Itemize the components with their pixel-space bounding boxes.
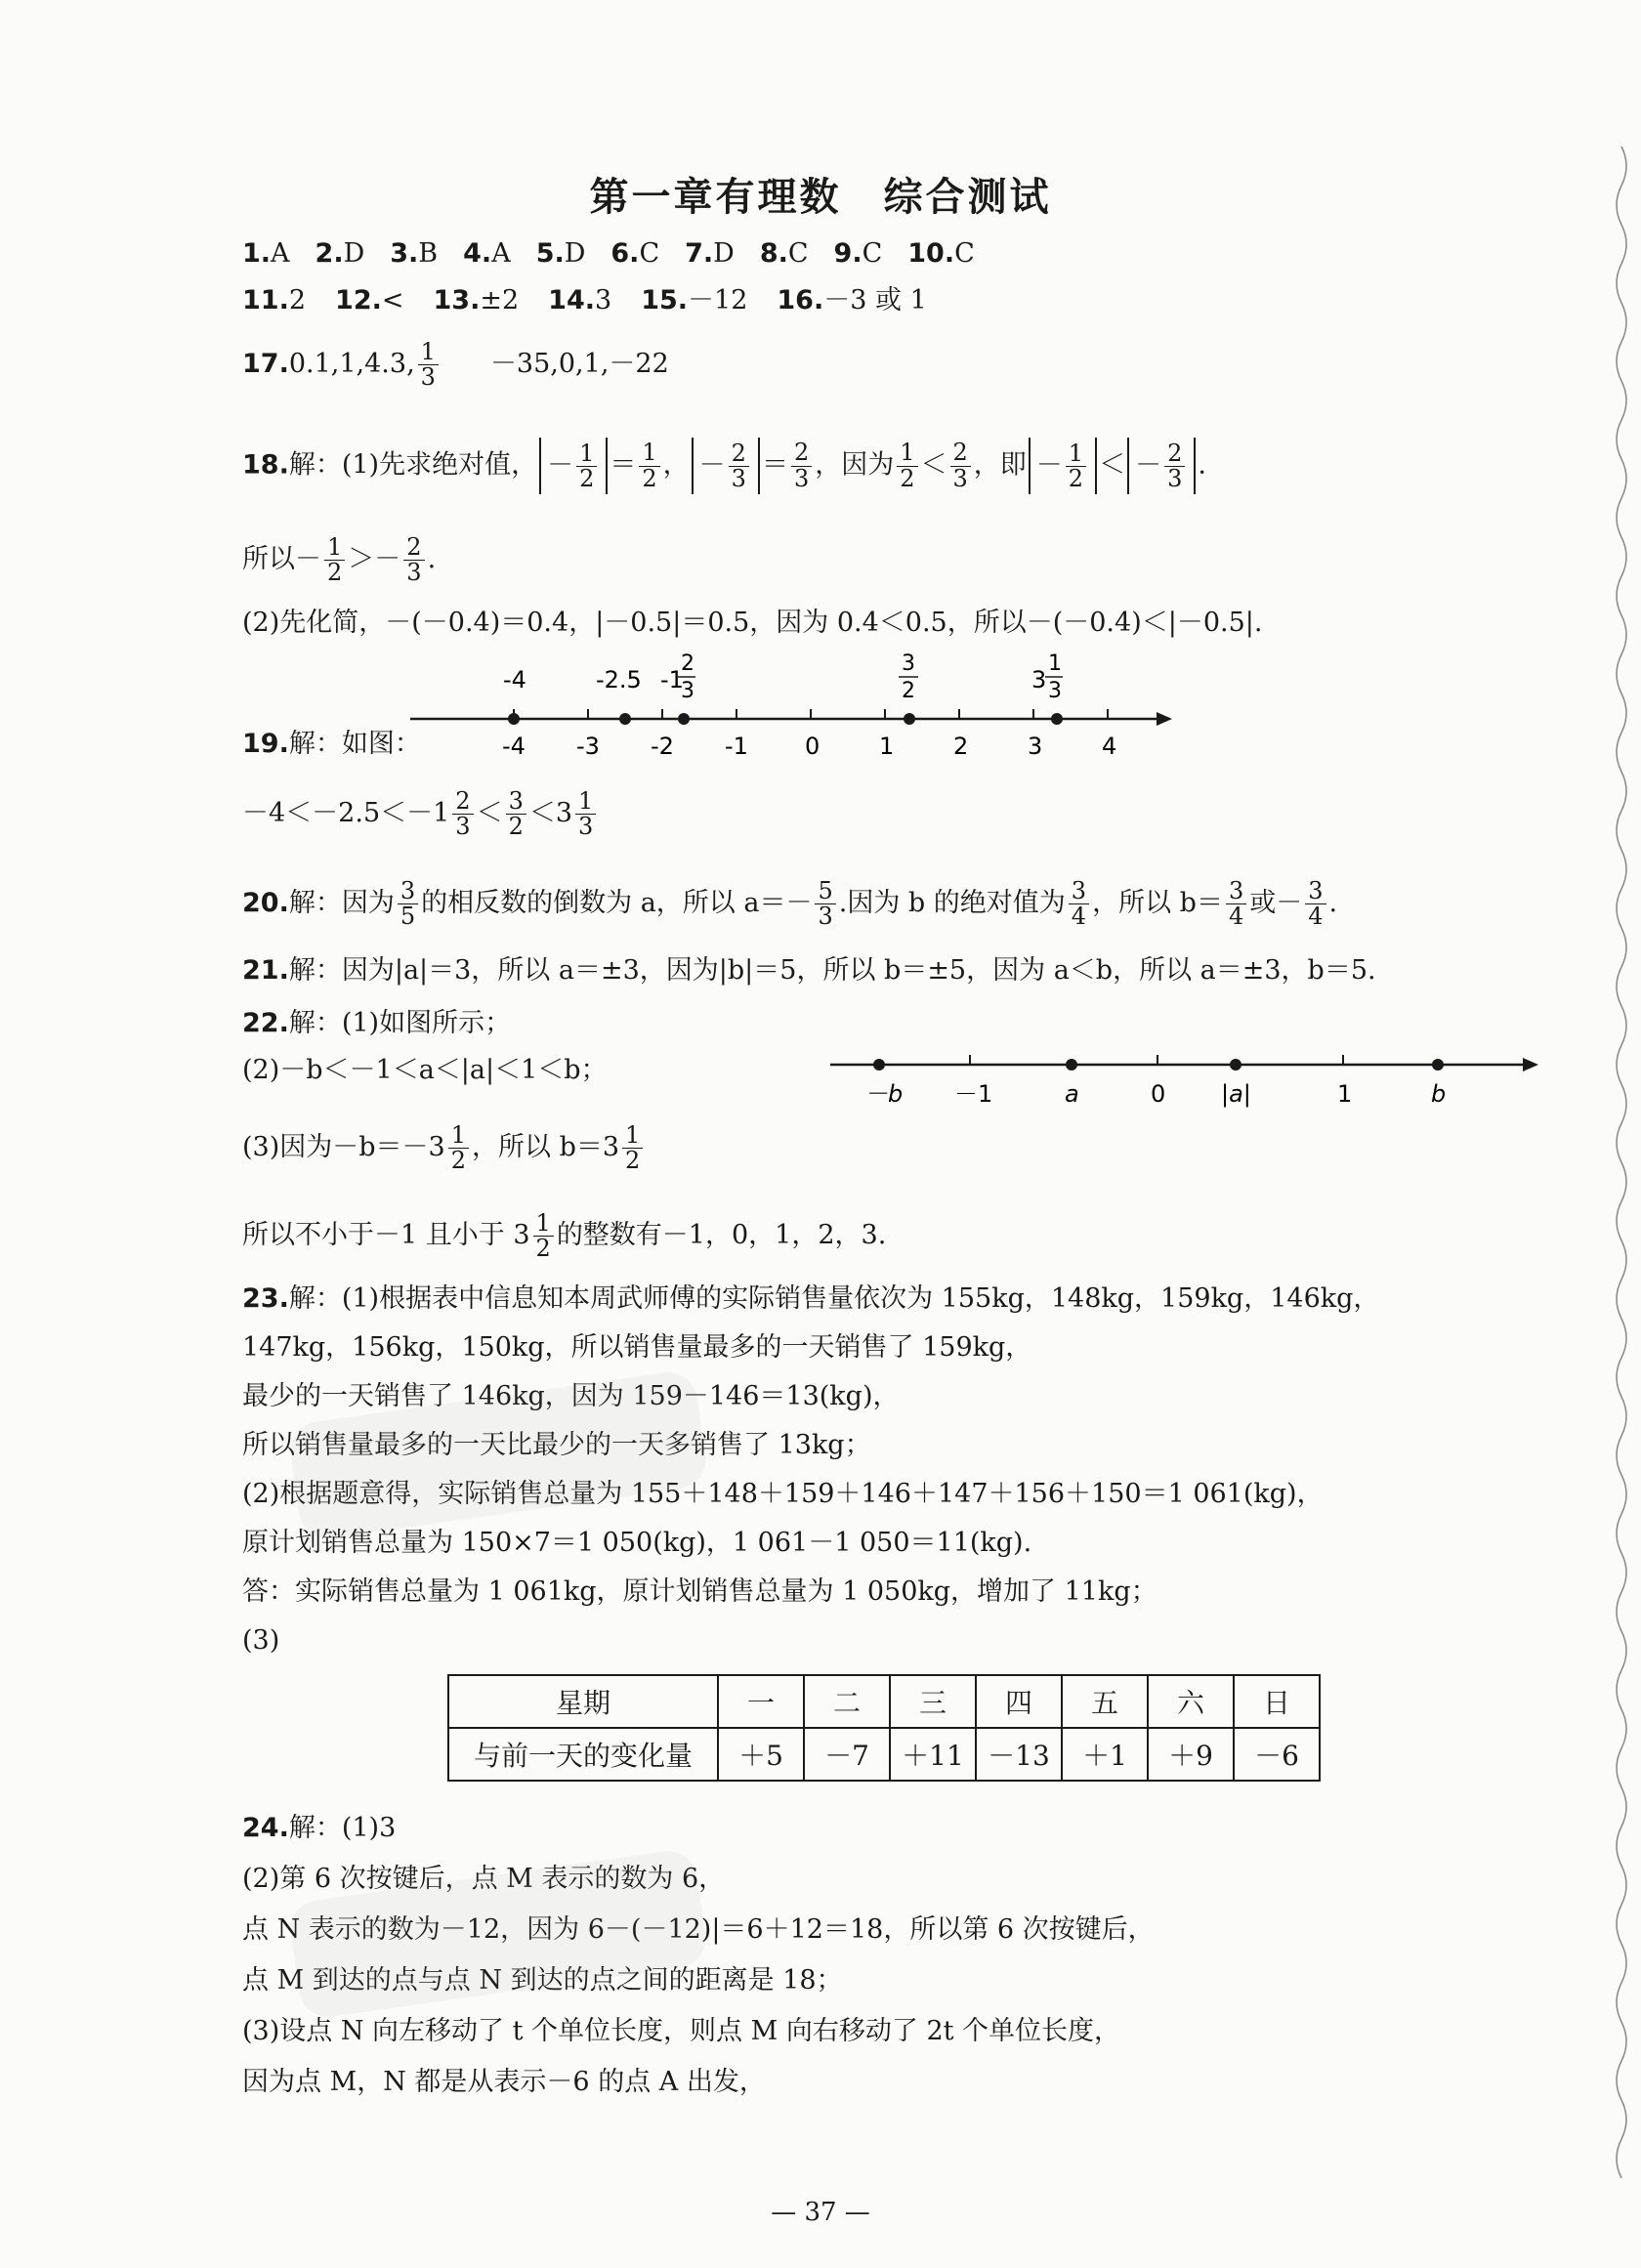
page-title: 第一章有理数 综合测试 xyxy=(589,175,1052,220)
point-neg-2-5 xyxy=(619,713,631,725)
axis-tick-label: 4 xyxy=(1102,733,1117,760)
svg-text:b: b xyxy=(1431,1080,1447,1108)
mc-answer xyxy=(536,238,586,269)
question-number: 16. xyxy=(777,285,824,315)
fill-answer xyxy=(242,285,306,315)
point-3-1-3 xyxy=(1051,713,1063,725)
axis-tick-label: 2 xyxy=(953,733,969,760)
svg-text:－b: －b xyxy=(864,1080,904,1108)
fill-answer xyxy=(434,285,520,315)
question-23-line-1: 23.解：(1)根据表中信息知本周武师傅的实际销售量依次为 155kg，148kg，159kg，146kg， xyxy=(242,1283,1380,1314)
fill-answer xyxy=(641,285,747,315)
question-24-line-6: 因为点 M，N 都是从表示－6 的点 A 出发， xyxy=(242,2067,766,2097)
question-18-line-3: (2)先化简，－(－0.4)＝0.4，|－0.5|＝0.5，因为 0.4＜0.5，所以－(－0.4)＜|－0.5|. xyxy=(242,608,1263,638)
question-17: 17.0.1,1,4.3, $\frac{1}{3}$ －35,0,1,－22 xyxy=(242,338,669,392)
question-23-line-8: (3) xyxy=(242,1625,280,1656)
question-24-line-4: 点 M 到达的点与点 N 到达的点之间的距离是 18； xyxy=(242,1965,843,1995)
answer-value: 3 xyxy=(595,285,612,315)
mc-answer xyxy=(834,238,883,269)
question-number: 12. xyxy=(335,285,382,315)
answer-value: －3 或 1 xyxy=(823,285,927,315)
fraction-den: 3 xyxy=(1048,679,1062,703)
mc-answer xyxy=(760,238,809,269)
question-number: 11. xyxy=(242,285,289,315)
answer-value: C xyxy=(954,238,975,269)
question-23-line-3: 最少的一天销售了 146kg，因为 159－146＝13(kg)， xyxy=(242,1381,900,1411)
question-18-line-1: 18.解：(1)先求绝对值， － $\frac{1}{2}$ ＝ $\frac{1}{2}$ ， － $\frac{2}{3}$ ＝ $\frac{2}{3}$ ，因为 $\frac{1}{2}$ ＜ $\frac{2}{3}$ ，即 － $\frac{1}{2}$ ＜ － $\frac{2}{3}$ . xyxy=(242,439,1206,492)
question-number: 2. xyxy=(315,238,344,269)
point-label: -4 xyxy=(503,666,526,693)
question-23-line-6: 原计划销售总量为 150×7＝1 050(kg)，1 061－1 050＝11(kg). xyxy=(242,1528,1032,1558)
mc-answer xyxy=(242,238,290,269)
question-23-line-5: (2)根据题意得，实际销售总量为 155＋148＋159＋146＋147＋156＋150＝1 061(kg)， xyxy=(242,1479,1324,1509)
mc-answer xyxy=(907,238,975,269)
fraction-den: 3 xyxy=(681,679,694,703)
svg-text:|a|: |a| xyxy=(1221,1080,1251,1108)
question-number: 19. xyxy=(242,729,289,759)
answer-value: D xyxy=(564,238,586,269)
fraction-num: 1 xyxy=(1048,651,1062,676)
question-22-line-1: 22.解：(1)如图所示； xyxy=(242,1008,512,1038)
axis-tick-label: -3 xyxy=(576,733,600,760)
question-number: 20. xyxy=(242,888,289,919)
fraction-den: 2 xyxy=(902,679,915,703)
page-edge-decoration xyxy=(1602,147,1641,2178)
answer-value: C xyxy=(787,238,809,269)
answer-value: D xyxy=(343,238,365,269)
question-number: 3. xyxy=(390,238,419,269)
question-number: 15. xyxy=(641,285,689,315)
axis-tick-label: -2 xyxy=(651,733,674,760)
answer-value: < xyxy=(381,285,404,315)
question-19-line-1: 19.解：如图： xyxy=(242,729,421,759)
answer-value: D xyxy=(713,238,735,269)
axis-tick-label: 1 xyxy=(879,733,895,760)
question-number: 9. xyxy=(833,238,863,269)
mc-answer xyxy=(316,238,365,269)
answer-value: B xyxy=(418,238,439,269)
number-line-22 xyxy=(825,1043,1548,1112)
mc-answer xyxy=(390,238,438,269)
point-3-2 xyxy=(904,713,915,725)
answer-value: A xyxy=(491,238,511,269)
svg-text:a: a xyxy=(1065,1080,1079,1108)
mc-answer xyxy=(463,238,511,269)
question-number: 4. xyxy=(463,238,492,269)
page-number: — 37 — xyxy=(771,2198,870,2227)
point-neg-b xyxy=(873,1059,885,1071)
question-number: 1. xyxy=(242,238,272,269)
point-neg-1-2-3 xyxy=(678,713,690,725)
answer-value: －12 xyxy=(688,285,748,315)
number-line-19 xyxy=(391,641,1192,768)
mc-answer xyxy=(685,238,735,269)
question-number: 8. xyxy=(759,238,788,269)
question-24-line-3: 点 N 表示的数为－12，因为 6－(－12)|＝6＋12＝18，所以第 6 次按键后， xyxy=(242,1914,1155,1945)
question-22-line-4: 所以不小于－1 且小于 3 $\frac{1}{2}$ 的整数有－1，0，1，2，3. xyxy=(242,1209,887,1263)
question-24-line-1: 24.解：(1)3 xyxy=(242,1813,397,1843)
axis-tick-label: 0 xyxy=(805,733,820,760)
fill-answer xyxy=(777,285,926,315)
axis-tick-label: 3 xyxy=(1028,733,1043,760)
question-number: 13. xyxy=(433,285,481,315)
question-number: 7. xyxy=(685,238,714,269)
question-number: 5. xyxy=(535,238,565,269)
point-a xyxy=(1066,1059,1077,1071)
question-23-line-2: 147kg，156kg，150kg，所以销售量最多的一天销售了 159kg， xyxy=(242,1332,1032,1363)
question-22-line-2: (2)－b＜－1＜a＜|a|＜1＜b； xyxy=(242,1055,608,1085)
question-20: 20.解：因为 $\frac{3}{5}$ 的相反数的倒数为 a，所以 a＝－ $\frac{5}{3}$ .因为 b 的绝对值为 $\frac{3}{4}$ ，所以 b＝ $\frac{3}{4}$ 或－ $\frac{3}{4}$ . xyxy=(242,877,1338,931)
point-label: 3 xyxy=(1031,666,1047,693)
svg-text:0: 0 xyxy=(1151,1080,1166,1108)
question-21: 21.解：因为|a|＝3，所以 a＝±3，因为|b|＝5，所以 b＝±5，因为 a＜b，所以 a＝±3，b＝5. xyxy=(242,955,1376,986)
point-label: -2.5 xyxy=(596,666,642,693)
table-row: 与前一天的变化量 ＋5 －7 ＋11 －13 ＋1 ＋9 －6 xyxy=(448,1728,1320,1781)
question-18-line-2: 所以－ $\frac{1}{2}$ ＞－ $\frac{2}{3}$ . xyxy=(242,533,437,587)
question-number: 21. xyxy=(242,955,289,986)
question-24-line-5: (3)设点 N 向左移动了 t 个单位长度，则点 M 向右移动了 2t 个单位长度， xyxy=(242,2016,1121,2046)
fraction: $\frac{1}{3}$ xyxy=(418,340,439,390)
question-number: 10. xyxy=(907,238,955,269)
point-neg-4 xyxy=(508,713,520,725)
question-22-line-3: (3)因为－b＝－3 $\frac{1}{2}$ ，所以 b＝3 $\frac{1}{2}$ xyxy=(242,1123,646,1173)
mc-answer xyxy=(610,238,659,269)
question-number: 6. xyxy=(610,238,640,269)
question-number: 14. xyxy=(548,285,595,315)
fill-answers xyxy=(242,281,956,320)
mc-answers xyxy=(242,234,1000,273)
point-label: -1 xyxy=(660,666,684,693)
question-24-line-2: (2)第 6 次按键后，点 M 表示的数为 6， xyxy=(242,1864,726,1894)
question-number: 23. xyxy=(242,1283,289,1314)
answer-value: A xyxy=(271,238,290,269)
axis-tick-label: -4 xyxy=(502,733,526,760)
answer-value: C xyxy=(862,238,883,269)
fraction-num: 3 xyxy=(902,651,915,676)
point-abs-a xyxy=(1230,1059,1241,1071)
table-header-row: 星期 一 二 三 四 五 六 日 xyxy=(448,1675,1320,1728)
fill-answer xyxy=(548,285,611,315)
svg-text:－1: －1 xyxy=(954,1080,993,1108)
axis-tick-label: -1 xyxy=(725,733,748,760)
svg-text:1: 1 xyxy=(1337,1080,1353,1108)
fraction-num: 2 xyxy=(681,651,694,676)
question-number: 22. xyxy=(242,1008,289,1038)
sales-change-table xyxy=(447,1674,1321,1782)
question-23-line-4: 所以销售量最多的一天比最少的一天多销售了 13kg； xyxy=(242,1430,871,1460)
question-number: 17. xyxy=(242,349,289,380)
question-number: 24. xyxy=(242,1813,289,1843)
question-number: 18. xyxy=(242,449,289,481)
question-23-line-7: 答：实际销售总量为 1 061kg，原计划销售总量为 1 050kg，增加了 11kg； xyxy=(242,1576,1157,1607)
question-19-line-2: －4＜－2.5＜－1 $\frac{2}{3}$ ＜ $\frac{3}{2}$ ＜3 $\frac{1}{3}$ xyxy=(242,789,599,839)
point-b xyxy=(1432,1059,1444,1071)
fill-answer xyxy=(335,285,403,315)
answer-value: ±2 xyxy=(480,285,520,315)
answer-value: C xyxy=(639,238,660,269)
answer-value: 2 xyxy=(288,285,307,315)
